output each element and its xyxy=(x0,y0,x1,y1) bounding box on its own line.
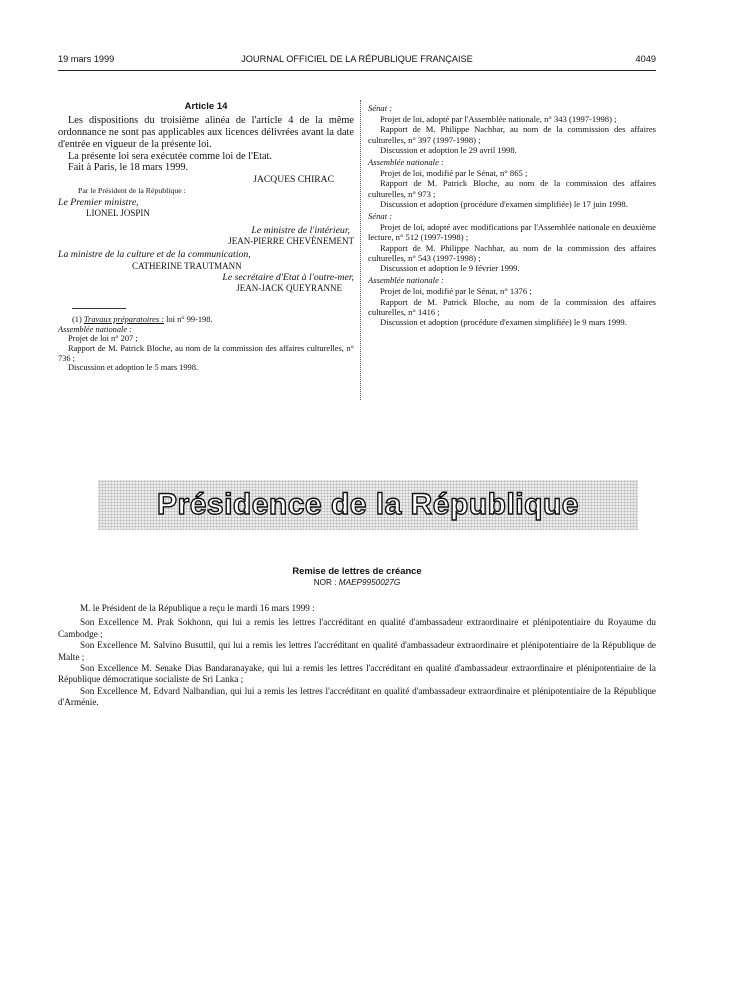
section-heading: Sénat : xyxy=(368,211,393,222)
section-item: Projet de loi, adopté par l'Assemblée nationale, n° 343 (1997-1998) ; xyxy=(380,114,617,125)
header-journal-title: JOURNAL OFFICIEL DE LA RÉPUBLIQUE FRANÇAISE xyxy=(241,54,473,64)
remise-paragraph: Son Excellence M. Senake Dias Bandaranayake, qui lui a remis les lettres l'accréditant en qualité d'ambassadeur extraordinaire et plénipotentiaire de la République démocratique socialiste de Sri Lanka ; xyxy=(58,663,656,685)
right-column xyxy=(368,101,656,327)
presidence-banner xyxy=(98,480,638,530)
section-item: Rapport de M. Philippe Nachbar, au nom de la commission des affaires culturelles, n° 543 (1997-1998) ; xyxy=(368,242,656,263)
article-title: Article 14 xyxy=(184,101,228,112)
section-item: Rapport de M. Philippe Nachbar, au nom de la commission des affaires culturelles, n° 397 (1997-1998) ; xyxy=(368,124,656,145)
article-paragraph: La présente loi sera exécutée comme loi de l'Etat. xyxy=(68,150,272,162)
footnote-assemblee-heading: Assemblée nationale : xyxy=(58,324,132,334)
interieur-name: JEAN-PIERRE CHEVÈNEMENT xyxy=(228,236,354,247)
signature-president: JACQUES CHIRAC xyxy=(253,174,334,186)
section-item: Rapport de M. Patrick Bloche, au nom de la commission des affaires culturelles, n° 1416 ; xyxy=(368,296,656,317)
article-paragraph: Les dispositions du troisième alinéa de l'article 4 de la même ordonnance ne sont pas applicables aux licences délivrées avant la date d'entrée en vigueur de la présente loi. xyxy=(58,115,354,150)
footnote-prefix: (1) xyxy=(72,315,82,325)
left-column xyxy=(58,101,354,373)
section-heading: Assemblée nationale : xyxy=(368,157,444,168)
remise-paragraph: Son Excellence M. Edvard Nalbandian, qui lui a remis les lettres l'accréditant en qualité d'ambassadeur extraordinaire et plénipotentiaire de la République d'Arménie. xyxy=(58,685,656,708)
section-heading: Assemblée nationale : xyxy=(368,275,444,286)
nor-code: MAEP9950027G xyxy=(338,578,401,587)
remise-paragraph: Son Excellence M. Salvino Busuttil, qui lui a remis les lettres l'accréditant en qualité d'ambassadeur extraordinaire et plénipotentiaire de la République de Malte ; xyxy=(58,640,656,662)
page-header xyxy=(58,54,656,68)
section-item: Discussion et adoption le 29 avril 1998. xyxy=(380,144,517,155)
outremer-title: Le secrétaire d'Etat à l'outre-mer, xyxy=(222,271,354,283)
section-item: Discussion et adoption (procédure d'examen simplifiée) le 17 juin 1998. xyxy=(380,198,628,209)
footnote-rule xyxy=(72,308,126,309)
footnote-item: Projet de loi n° 207 ; xyxy=(68,334,138,344)
column-divider xyxy=(360,100,361,400)
header-page-number: 4049 xyxy=(635,54,656,64)
remise-paragraph: M. le Président de la République a reçu le mardi 16 mars 1999 : xyxy=(80,603,315,613)
footnote xyxy=(58,315,354,373)
culture-name: CATHERINE TRAUTMANN xyxy=(132,260,242,271)
interieur-title: Le ministre de l'intérieur, xyxy=(251,225,350,236)
footnote-item: Discussion et adoption le 5 mars 1998. xyxy=(68,363,199,373)
remise-body xyxy=(58,603,656,709)
outremer-name: JEAN-JACK QUEYRANNE xyxy=(236,283,342,294)
nor-reference xyxy=(58,578,656,587)
section-item: Projet de loi, modifié par le Sénat, n° 865 ; xyxy=(380,168,528,179)
place-date: Fait à Paris, le 18 mars 1999. xyxy=(68,162,189,174)
remise-paragraph: Son Excellence M. Prak Sokhonn, qui lui a remis les lettres l'accréditant en qualité d'ambassadeur extraordinaire et plénipotentiaire du Royaume du Cambodge ; xyxy=(58,617,656,639)
par-le-president: Par le Président de la République : xyxy=(78,186,186,196)
footnote-travaux-ref: loi n° 99-198. xyxy=(166,315,213,325)
footnote-travaux-label: Travaux préparatoires : xyxy=(83,315,165,325)
banner-title: Présidence de la République xyxy=(157,488,579,521)
premier-ministre-title: Le Premier ministre, xyxy=(58,196,139,208)
section-item: Projet de loi, modifié par le Sénat, n° 1376 ; xyxy=(380,286,532,297)
remise-title: Remise de lettres de créance xyxy=(292,565,422,576)
section-item: Discussion et adoption (procédure d'examen simplifiée) le 9 mars 1999. xyxy=(380,317,627,328)
section-item: Discussion et adoption le 9 février 1999. xyxy=(380,263,520,274)
section-item: Projet de loi, adopté avec modifications par l'Assemblée nationale en deuxième lecture, n° 512 (1997-1998) ; xyxy=(368,222,656,243)
nor-label: NOR : xyxy=(313,578,337,587)
footnote-item: Rapport de M. Patrick Bloche, au nom de la commission des affaires culturelles, n° 736 ; xyxy=(58,344,354,363)
premier-ministre-name: LIONEL JOSPIN xyxy=(86,207,150,218)
header-date: 19 mars 1999 xyxy=(58,54,115,64)
culture-title: La ministre de la culture et de la communication, xyxy=(58,249,251,261)
header-rule xyxy=(58,70,656,71)
section-heading: Sénat : xyxy=(368,103,393,113)
section-item: Rapport de M. Patrick Bloche, au nom de la commission des affaires culturelles, n° 973 ; xyxy=(368,178,656,199)
